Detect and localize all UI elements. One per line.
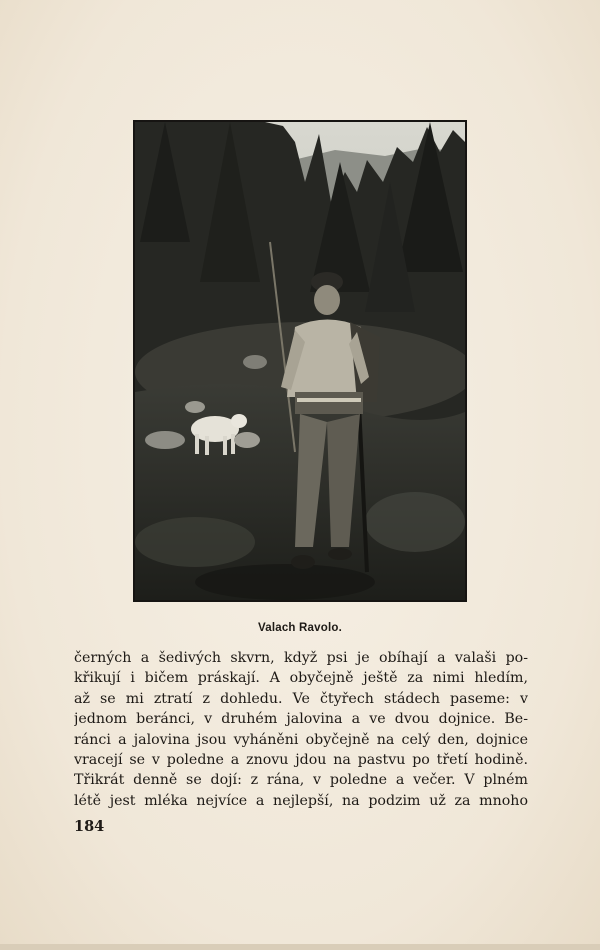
text-line: ránci a jalovina jsou vyháněni obyčejně na celý den, dojnice (74, 731, 528, 748)
photo-illustration (135, 122, 465, 600)
text-line: černých a šedivých skvrn, když psi je obíhají a valaši po- (74, 650, 528, 666)
text-line: vracejí se v poledne a znovu jdou na pastvu po třetí hodině. (74, 751, 528, 768)
body-paragraph (74, 648, 528, 811)
text-line: Třikrát denně se dojí: z rána, v poledne a večer. V plném (74, 772, 528, 789)
photograph (133, 120, 467, 602)
text-line: křikují i bičem práskají. A obyčejně ještě za nimi hledím, (74, 670, 528, 687)
text-line: jednom beránci, v druhém jalovina a ve dvou dojnice. Be- (74, 711, 528, 728)
text-line: až se mi ztratí z dohledu. Ve čtyřech stádech paseme: v (74, 690, 528, 707)
text-line: létě jest mléka nejvíce a nejlepší, na podzim už za mnoho (74, 792, 528, 809)
page-number: 184 (74, 818, 105, 835)
photo-caption: Valach Ravolo. (258, 622, 342, 634)
